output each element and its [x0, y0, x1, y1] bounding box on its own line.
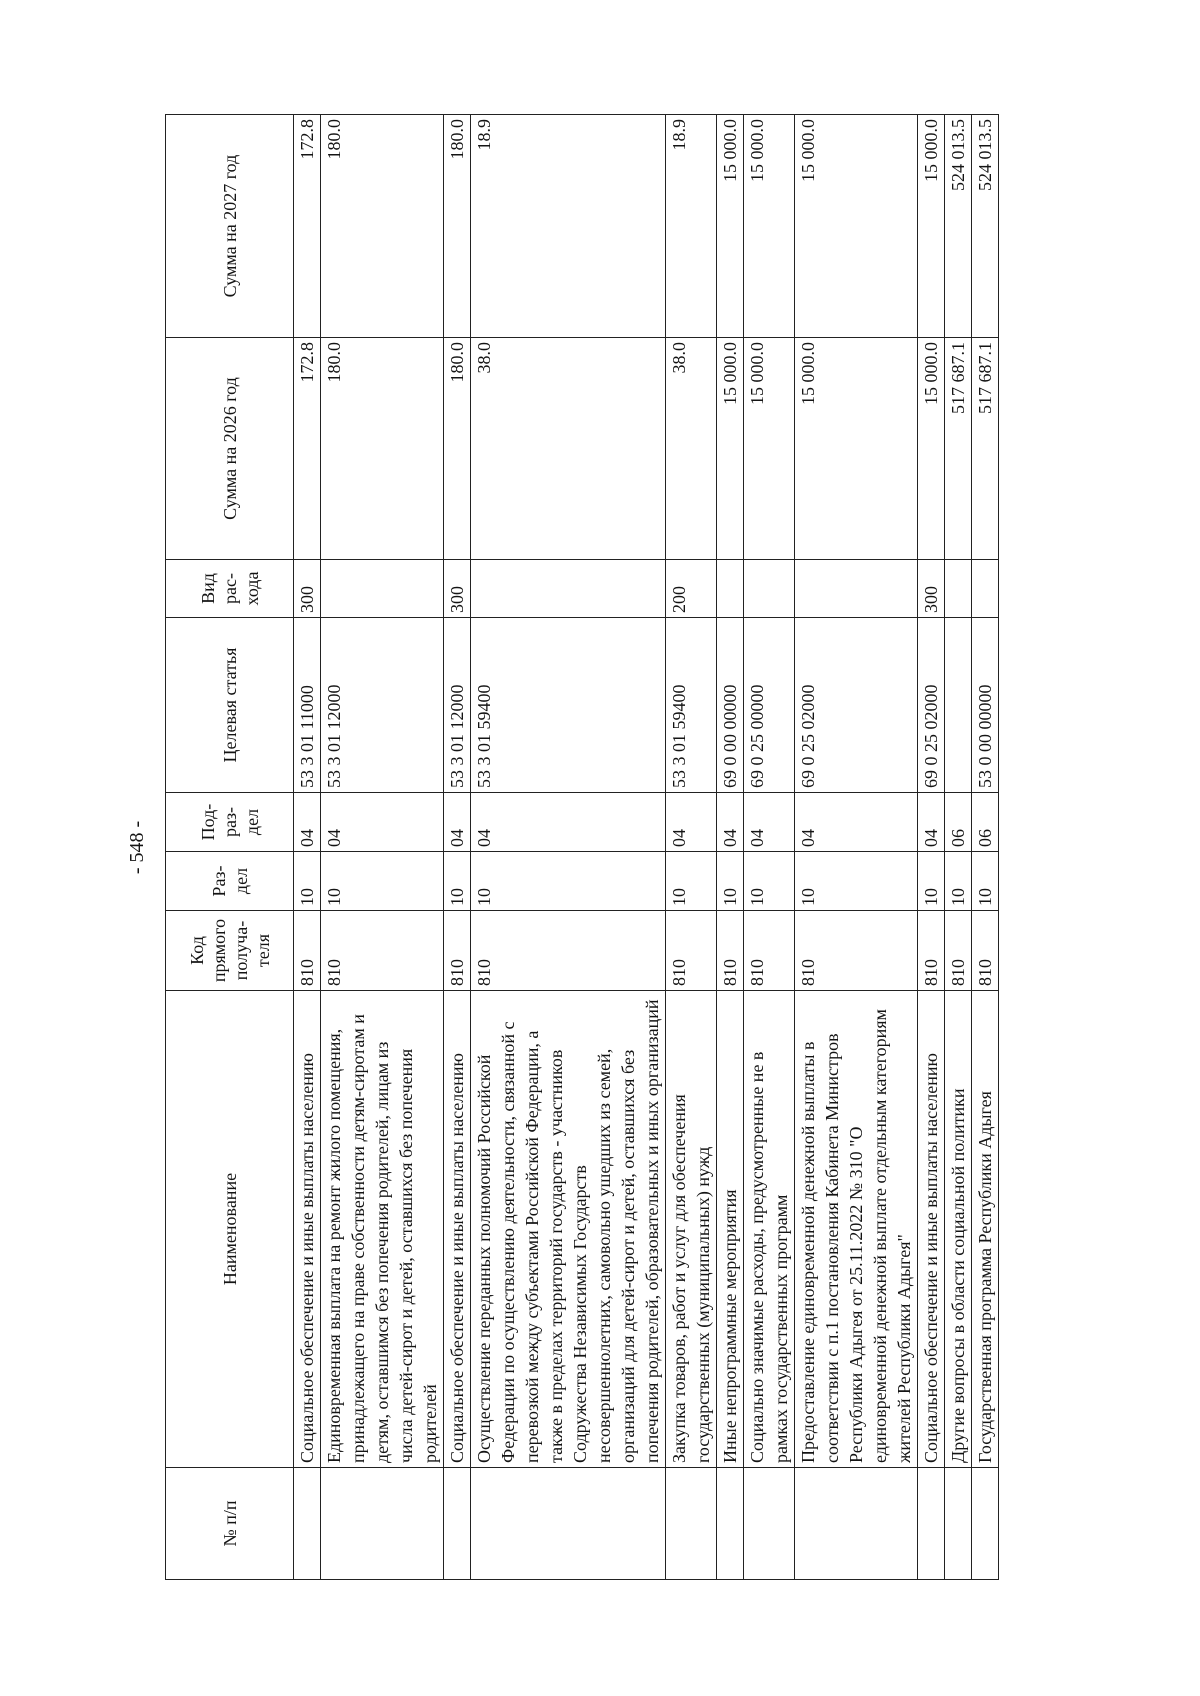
- cell-sum2026: 38.0: [666, 338, 717, 560]
- cell-celevaya: 53 0 00 00000: [972, 618, 999, 793]
- cell-code: 810: [945, 911, 972, 991]
- cell-name: Другие вопросы в области социальной политики: [945, 991, 972, 1468]
- table-row: [294, 115, 321, 1580]
- cell-vid: 200: [666, 560, 717, 618]
- cell-code: 810: [717, 911, 744, 991]
- cell-razdel: 10: [444, 852, 471, 911]
- cell-num: [666, 1468, 717, 1580]
- cell-razdel: 10: [795, 852, 918, 911]
- cell-celevaya: 53 3 01 11000: [294, 618, 321, 793]
- cell-celevaya: 69 0 25 00000: [744, 618, 795, 793]
- table-row: [471, 115, 666, 1580]
- cell-sum2027: 180.0: [321, 115, 444, 338]
- header-celevaya: Целевая статья: [166, 618, 294, 793]
- cell-podrazdel: 04: [321, 793, 444, 852]
- cell-sum2026: 517 687.1: [972, 338, 999, 560]
- table-body: [294, 115, 999, 1580]
- cell-sum2027: 524 013.5: [972, 115, 999, 338]
- table-row: [444, 115, 471, 1580]
- table-row: [717, 115, 744, 1580]
- cell-name: Государственная программа Республики Адыгея: [972, 991, 999, 1468]
- cell-vid: [795, 560, 918, 618]
- cell-vid: [471, 560, 666, 618]
- rotated-content: [123, 115, 1041, 1580]
- page-number: - 548 -: [126, 820, 148, 875]
- cell-sum2026: 180.0: [444, 338, 471, 560]
- cell-name: Социальное обеспечение и иные выплаты населению: [294, 991, 321, 1468]
- cell-num: [321, 1468, 444, 1580]
- cell-code: 810: [294, 911, 321, 991]
- cell-name: Закупка товаров, работ и услуг для обеспечения государственных (муниципальных) нужд: [666, 991, 717, 1468]
- cell-name: Единовременная выплата на ремонт жилого помещения, принадлежащего на праве собственности детям-сиротам и детям, оставшимся без попечения родителей, лицам из числа детей-сирот и детей, оставшихся без попечения родителей: [321, 991, 444, 1468]
- cell-name: Социальное обеспечение и иные выплаты населению: [918, 991, 945, 1468]
- header-num: № п/п: [166, 1468, 294, 1580]
- table-row: [321, 115, 444, 1580]
- cell-sum2026: 15 000.0: [717, 338, 744, 560]
- cell-podrazdel: 04: [444, 793, 471, 852]
- cell-num: [945, 1468, 972, 1580]
- cell-sum2026: 517 687.1: [945, 338, 972, 560]
- cell-code: 810: [744, 911, 795, 991]
- cell-num: [795, 1468, 918, 1580]
- cell-num: [972, 1468, 999, 1580]
- cell-code: 810: [918, 911, 945, 991]
- cell-num: [744, 1468, 795, 1580]
- cell-celevaya: 53 3 01 59400: [666, 618, 717, 793]
- cell-razdel: 10: [666, 852, 717, 911]
- cell-num: [471, 1468, 666, 1580]
- header-row: [166, 115, 294, 1580]
- cell-name: Осуществление переданных полномочий Российской Федерации по осуществлению деятельности, связанной с перевозкой между субъектами Российской Федерации, а также в пределах территорий государств - участников Содружества Независимых Государств несовершеннолетних, самовольно ушедших из семей, организаций для детей-сирот и детей, оставшихся без попечения родителей, образовательных и иных организаций: [471, 991, 666, 1468]
- cell-sum2027: 172.8: [294, 115, 321, 338]
- cell-razdel: 10: [717, 852, 744, 911]
- table-row: [795, 115, 918, 1580]
- cell-celevaya: [945, 618, 972, 793]
- cell-code: 810: [795, 911, 918, 991]
- cell-razdel: 10: [972, 852, 999, 911]
- cell-podrazdel: 04: [717, 793, 744, 852]
- budget-table: [165, 114, 999, 1580]
- cell-razdel: 10: [321, 852, 444, 911]
- cell-sum2026: 15 000.0: [918, 338, 945, 560]
- cell-razdel: 10: [471, 852, 666, 911]
- cell-code: 810: [444, 911, 471, 991]
- cell-num: [918, 1468, 945, 1580]
- header-sum2027: Сумма на 2027 год: [166, 115, 294, 338]
- cell-sum2026: 38.0: [471, 338, 666, 560]
- cell-vid: [321, 560, 444, 618]
- cell-sum2027: 18.9: [666, 115, 717, 338]
- cell-razdel: 10: [294, 852, 321, 911]
- cell-razdel: 10: [945, 852, 972, 911]
- cell-vid: [972, 560, 999, 618]
- cell-podrazdel: 04: [294, 793, 321, 852]
- table-row: [744, 115, 795, 1580]
- cell-vid: 300: [444, 560, 471, 618]
- cell-code: 810: [471, 911, 666, 991]
- cell-celevaya: 53 3 01 12000: [321, 618, 444, 793]
- cell-razdel: 10: [918, 852, 945, 911]
- cell-vid: [717, 560, 744, 618]
- cell-name: Иные непрограммные мероприятия: [717, 991, 744, 1468]
- cell-num: [717, 1468, 744, 1580]
- cell-name: Социальное обеспечение и иные выплаты населению: [444, 991, 471, 1468]
- cell-sum2027: 524 013.5: [945, 115, 972, 338]
- cell-razdel: 10: [744, 852, 795, 911]
- header-vid: Вид рас-хода: [166, 560, 294, 618]
- cell-code: 810: [321, 911, 444, 991]
- cell-num: [294, 1468, 321, 1580]
- header-code: Код прямого получа-теля: [166, 911, 294, 991]
- cell-celevaya: 69 0 00 00000: [717, 618, 744, 793]
- cell-code: 810: [972, 911, 999, 991]
- cell-vid: [744, 560, 795, 618]
- cell-sum2027: 180.0: [444, 115, 471, 338]
- cell-celevaya: 53 3 01 12000: [444, 618, 471, 793]
- table-row: [918, 115, 945, 1580]
- cell-podrazdel: 04: [744, 793, 795, 852]
- cell-sum2027: 18.9: [471, 115, 666, 338]
- cell-sum2027: 15 000.0: [795, 115, 918, 338]
- header-sum2026: Сумма на 2026 год: [166, 338, 294, 560]
- cell-sum2026: 172.8: [294, 338, 321, 560]
- cell-sum2026: 180.0: [321, 338, 444, 560]
- table-row: [666, 115, 717, 1580]
- header-razdel: Раз-дел: [166, 852, 294, 911]
- cell-vid: 300: [918, 560, 945, 618]
- cell-podrazdel: 04: [918, 793, 945, 852]
- cell-podrazdel: 04: [471, 793, 666, 852]
- cell-podrazdel: 06: [972, 793, 999, 852]
- cell-name: Предоставление единовременной денежной выплаты в соответствии с п.1 постановления Кабинета Министров Республики Адыгея от 25.11.2022 № 310 "О единовременной денежной выплате отдельным категориям жителей Республики Адыгея": [795, 991, 918, 1468]
- cell-sum2026: 15 000.0: [744, 338, 795, 560]
- cell-sum2027: 15 000.0: [717, 115, 744, 338]
- cell-vid: 300: [294, 560, 321, 618]
- cell-celevaya: 69 0 25 02000: [795, 618, 918, 793]
- cell-sum2027: 15 000.0: [744, 115, 795, 338]
- table-row: [972, 115, 999, 1580]
- cell-celevaya: 69 0 25 02000: [918, 618, 945, 793]
- cell-podrazdel: 06: [945, 793, 972, 852]
- cell-num: [444, 1468, 471, 1580]
- cell-podrazdel: 04: [666, 793, 717, 852]
- cell-podrazdel: 04: [795, 793, 918, 852]
- header-name: Наименование: [166, 991, 294, 1468]
- table-row: [945, 115, 972, 1580]
- cell-sum2027: 15 000.0: [918, 115, 945, 338]
- cell-celevaya: 53 3 01 59400: [471, 618, 666, 793]
- cell-code: 810: [666, 911, 717, 991]
- cell-sum2026: 15 000.0: [795, 338, 918, 560]
- cell-name: Социально значимые расходы, предусмотренные не в рамках государственных программ: [744, 991, 795, 1468]
- cell-vid: [945, 560, 972, 618]
- header-podrazdel: Под-раз-дел: [166, 793, 294, 852]
